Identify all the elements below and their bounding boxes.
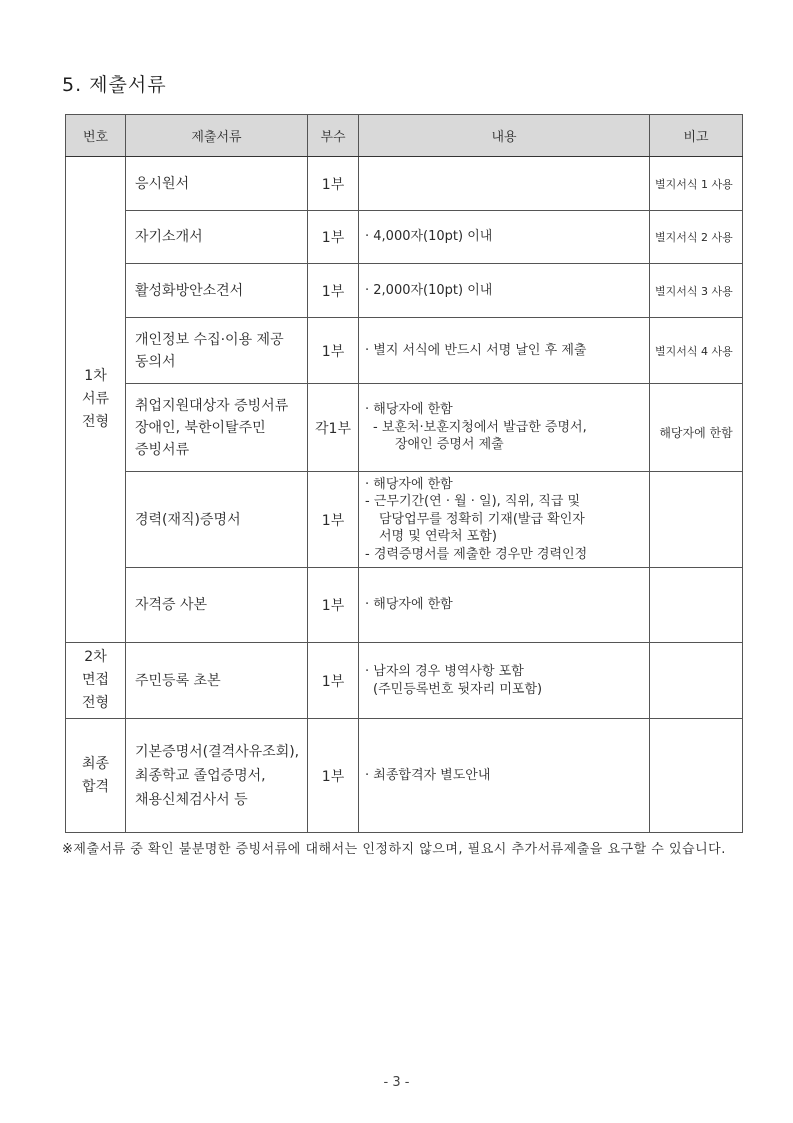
stage-cell-1 <box>66 157 126 643</box>
document-name: 개인정보 수집·이용 제공 <box>135 331 284 348</box>
document-name: 최종학교 졸업증명서, <box>135 767 266 784</box>
content-cell <box>359 264 650 318</box>
stage-label: 전형 <box>81 695 110 711</box>
copies-cell: 1부 <box>308 264 359 318</box>
document-name: 주민등록 초본 <box>135 672 221 689</box>
document-name: 기본증명서(결격사유조회), <box>135 743 300 760</box>
stage-label: 면접 <box>81 672 110 688</box>
stage-cell-2 <box>66 643 126 719</box>
content-cell <box>359 211 650 264</box>
header-document: 제출서류 <box>126 115 308 157</box>
document-cell <box>126 719 308 833</box>
page-number: - 3 - <box>383 1075 410 1090</box>
note-cell: 별지서식 4 사용 <box>650 318 743 384</box>
stage-label: 최종 <box>81 755 110 772</box>
stage-label: 2차 <box>84 649 107 665</box>
section-title: 5. 제출서류 <box>62 74 167 96</box>
header-content: 내용 <box>359 115 650 157</box>
document-cell <box>126 643 308 719</box>
note-cell: 별지서식 2 사용 <box>650 211 743 264</box>
copies-cell: 1부 <box>308 719 359 833</box>
document-cell <box>126 472 308 568</box>
content-cell <box>359 719 650 833</box>
content-cell <box>359 384 650 472</box>
table-row <box>66 211 743 264</box>
stage-label: 1차 <box>84 368 107 384</box>
table-row <box>66 568 743 643</box>
document-name: 취업지원대상자 증빙서류 <box>135 397 289 414</box>
copies-cell: 1부 <box>308 157 359 211</box>
table-row <box>66 318 743 384</box>
copies-cell: 1부 <box>308 472 359 568</box>
content-line: - 경력증명서를 제출한 경우만 경력인정 <box>365 546 588 562</box>
note-cell: 별지서식 1 사용 <box>650 157 743 211</box>
copies-cell: 1부 <box>308 568 359 643</box>
copies-cell: 1부 <box>308 643 359 719</box>
note-cell <box>650 568 743 643</box>
stage-label: 서류 <box>81 391 110 407</box>
content-line: (주민등록번호 뒷자리 미포함) <box>373 681 543 697</box>
content-cell <box>359 568 650 643</box>
document-cell <box>126 318 308 384</box>
document-cell <box>126 157 308 211</box>
table-row <box>66 384 743 472</box>
document-cell <box>126 568 308 643</box>
document-name: 동의서 <box>135 353 176 370</box>
stage-cell-3 <box>66 719 126 833</box>
document-name: 응시원서 <box>135 175 190 192</box>
document-name: 증빙서류 <box>135 441 190 458</box>
content-cell <box>359 643 650 719</box>
footnote: ※제출서류 중 확인 불분명한 증빙서류에 대해서는 인정하지 않으며, 필요시 추가서류제출을 요구할 수 있습니다. <box>62 842 726 857</box>
content-line: · 2,000자(10pt) 이내 <box>365 282 493 298</box>
copies-cell: 1부 <box>308 318 359 384</box>
content-line: - 보훈처·보훈지청에서 발급한 증명서, <box>373 419 587 435</box>
stage-label: 합격 <box>81 778 110 795</box>
note-cell <box>650 643 743 719</box>
document-name: 자기소개서 <box>135 229 203 245</box>
document-name: 경력(재직)증명서 <box>135 511 241 528</box>
note-cell: 별지서식 3 사용 <box>650 264 743 318</box>
document-name: 자격증 사본 <box>135 597 208 613</box>
document-name: 활성화방안소견서 <box>135 282 244 299</box>
table-row <box>66 264 743 318</box>
copies-cell: 1부 <box>308 211 359 264</box>
content-line: - 근무기간(연 · 월 · 일), 직위, 직급 및 <box>365 494 581 510</box>
content-line: · 해당자에 한함 <box>365 476 453 492</box>
header-no: 번호 <box>66 115 126 157</box>
content-line: · 4,000자(10pt) 이내 <box>365 229 493 245</box>
content-cell <box>359 472 650 568</box>
note-cell <box>650 719 743 833</box>
table-row <box>66 157 743 211</box>
document-name: 장애인, 북한이탈주민 <box>135 419 266 436</box>
content-line: 장애인 증명서 제출 <box>395 437 504 453</box>
document-cell <box>126 211 308 264</box>
content-cell <box>359 318 650 384</box>
table-row <box>66 472 743 568</box>
note-cell: 해당자에 한함 <box>650 384 743 472</box>
document-cell <box>126 264 308 318</box>
header-copies: 부수 <box>308 115 359 157</box>
content-line: · 최종합격자 별도안내 <box>365 767 491 783</box>
content-line: 서명 및 연락처 포함) <box>379 529 497 545</box>
content-line: · 해당자에 한함 <box>365 597 453 613</box>
note-cell <box>650 472 743 568</box>
document-cell <box>126 384 308 472</box>
copies-cell: 각1부 <box>308 384 359 472</box>
submission-documents-table <box>65 114 743 833</box>
content-line: · 해당자에 한함 <box>365 402 453 418</box>
table-row <box>66 643 743 719</box>
content-line: · 별지 서식에 반드시 서명 날인 후 제출 <box>365 342 587 358</box>
table-row <box>66 719 743 833</box>
content-line: 담당업무를 정확히 기재(발급 확인자 <box>379 511 585 527</box>
document-name: 채용신체검사서 등 <box>135 791 248 808</box>
content-cell <box>359 157 650 211</box>
content-line: · 남자의 경우 병역사항 포함 <box>365 664 524 679</box>
table-header-row <box>66 115 743 157</box>
header-note: 비고 <box>650 115 743 157</box>
stage-label: 전형 <box>81 414 110 430</box>
